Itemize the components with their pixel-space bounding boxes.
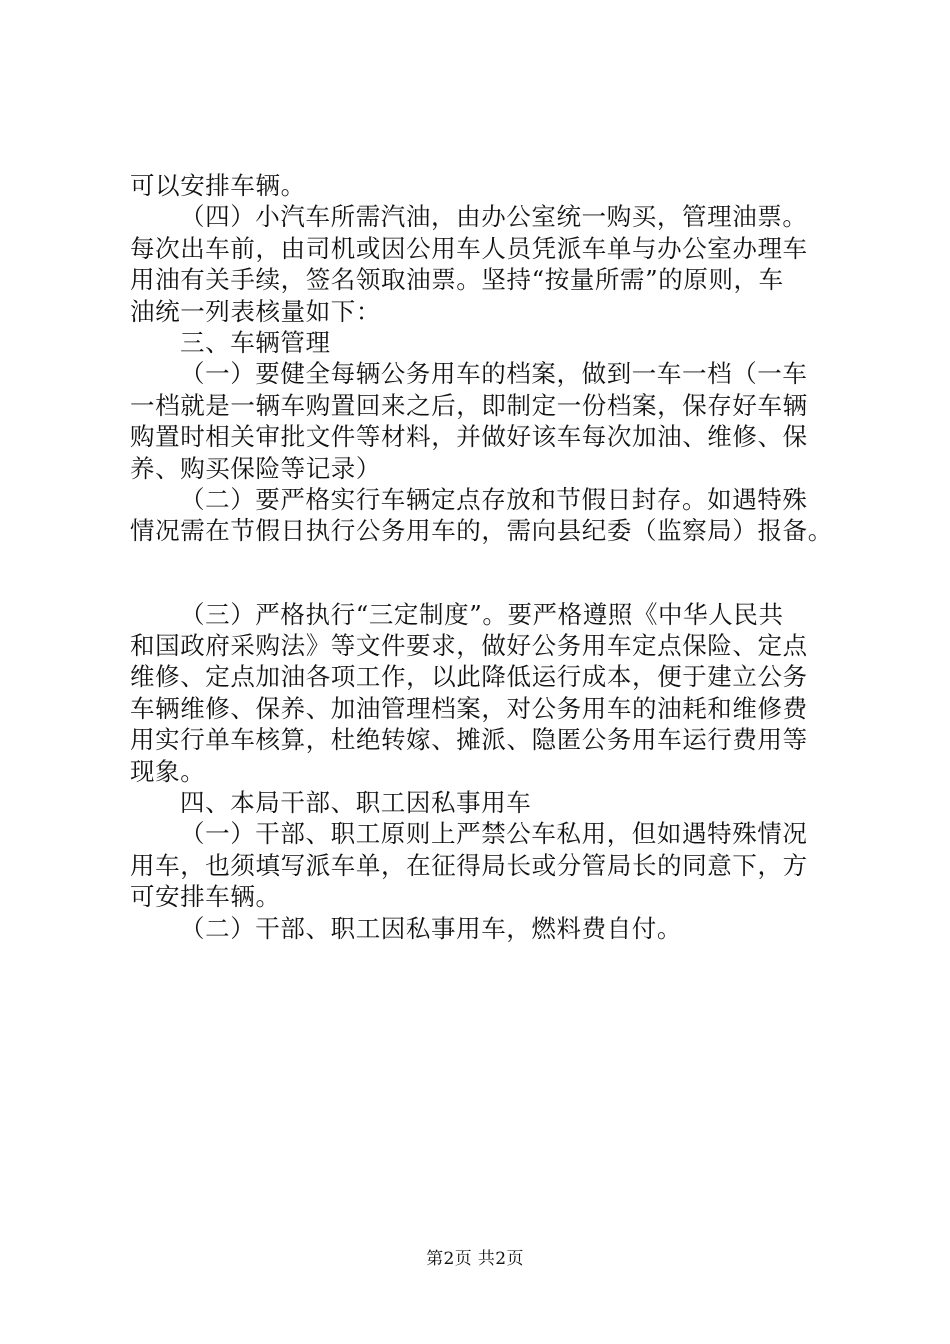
paragraph-gap <box>130 547 850 599</box>
text-line: 车辆维修、保养、加油管理档案，对公务用车的油耗和维修费 <box>130 693 808 723</box>
text-line: 现象。 <box>130 756 206 786</box>
text-line: 和国政府采购法》等文件要求，做好公务用车定点保险、定点 <box>130 631 808 661</box>
paragraph-4-fuel: （四）小汽车所需汽油，由办公室统一购买，管理油票。 <box>180 202 808 232</box>
document-body <box>130 170 850 944</box>
paragraph-2-storage: （二）要严格实行车辆定点存放和节假日封存。如遇特殊 <box>180 484 808 514</box>
paragraph-2-fuel-cost: （二）干部、职工因私事用车，燃料费自付。 <box>180 913 682 943</box>
text-line: 购置时相关审批文件等材料，并做好该车每次加油、维修、保 <box>130 422 808 452</box>
paragraph-3-three-fixed: （三）严格执行“三定制度”。要严格遵照《中华人民共 <box>180 599 784 629</box>
text-line: 用车，也须填写派车单，在征得局长或分管局长的同意下，方 <box>130 850 808 880</box>
text-line: 一档就是一辆车购置回来之后，即制定一份档案，保存好车辆 <box>130 390 808 420</box>
paragraph-1-archives: （一）要健全每辆公务用车的档案，做到一车一档（一车 <box>180 359 808 389</box>
section-heading-vehicle-management: 三、车辆管理 <box>180 327 331 357</box>
section-heading-private-use: 四、本局干部、职工因私事用车 <box>180 788 532 818</box>
text-line: 可以安排车辆。 <box>130 171 306 200</box>
text-line: 维修、定点加油各项工作，以此降低运行成本，便于建立公务 <box>130 662 808 692</box>
text-line: 情况需在节假日执行公务用车的，需向县纪委（监察局）报备。 <box>130 516 833 546</box>
text-line: 用油有关手续，签名领取油票。坚持“按量所需”的原则，车 <box>130 265 784 295</box>
text-line: 养、购买保险等记录） <box>130 453 381 483</box>
text-line: 用实行单车核算，杜绝转嫁、摊派、隐匿公务用车运行费用等 <box>130 725 808 755</box>
text-line: 可安排车辆。 <box>130 882 281 912</box>
text-line: 每次出车前，由司机或因公用车人员凭派车单与办公室办理车 <box>130 233 808 263</box>
text-line: 油统一列表核量如下： <box>130 296 381 326</box>
page-number-footer: 第2页 共2页 <box>426 1249 524 1269</box>
paragraph-1-private-use: （一）干部、职工原则上严禁公车私用，但如遇特殊情况 <box>180 819 808 849</box>
